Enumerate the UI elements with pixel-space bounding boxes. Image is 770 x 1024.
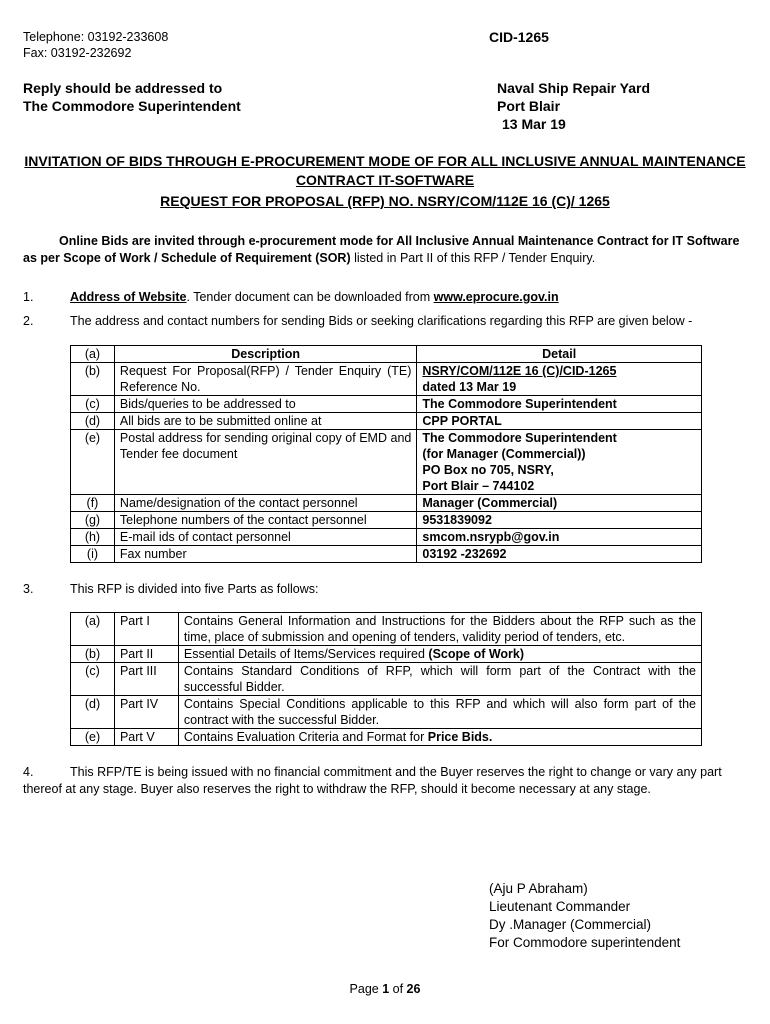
reply-line-1: Reply should be addressed to bbox=[23, 80, 223, 96]
contact-table-row bbox=[71, 495, 702, 512]
row-description: Bids/queries to be addressed to bbox=[114, 396, 416, 413]
parts-table-row bbox=[71, 696, 702, 729]
header-id: (a) bbox=[71, 346, 115, 363]
row-description: Postal address for sending original copy of EMD and Tender fee document bbox=[114, 430, 416, 495]
row-id: (c) bbox=[71, 396, 115, 413]
detail-line: NSRY/COM/112E 16 (C)/CID-1265 bbox=[422, 364, 617, 378]
page-prefix: Page bbox=[349, 982, 383, 996]
para-1 bbox=[70, 289, 750, 305]
header-description: Description bbox=[114, 346, 416, 363]
part-description bbox=[178, 613, 701, 646]
page-number: 1 bbox=[382, 982, 390, 996]
row-detail bbox=[417, 413, 702, 430]
telephone: Telephone: 03192-233608 bbox=[23, 30, 169, 44]
para-1-text: . Tender document can be downloaded from bbox=[186, 290, 434, 304]
row-id: (f) bbox=[71, 495, 115, 512]
part-description bbox=[178, 646, 701, 663]
part-name: Part I bbox=[114, 613, 178, 646]
detail-line: Manager (Commercial) bbox=[422, 496, 558, 510]
para-3-number: 3. bbox=[23, 582, 34, 596]
detail-line: The Commodore Superintendent bbox=[422, 397, 617, 411]
contact-table bbox=[70, 345, 702, 563]
fax: Fax: 03192-232692 bbox=[23, 46, 132, 60]
contact-table-row bbox=[71, 363, 702, 396]
part-description bbox=[178, 696, 701, 729]
contact-table-row bbox=[71, 512, 702, 529]
title-line-1: INVITATION OF BIDS THROUGH E-PROCUREMENT MODE OF FOR ALL INCLUSIVE ANNUAL MAINTENANCE bbox=[24, 153, 746, 169]
letter-date: 13 Mar 19 bbox=[502, 116, 566, 132]
part-id: (c) bbox=[71, 663, 115, 696]
parts-table-row bbox=[71, 613, 702, 646]
detail-line: The Commodore Superintendent bbox=[422, 431, 617, 445]
contact-table-row bbox=[71, 546, 702, 563]
row-detail bbox=[417, 430, 702, 495]
row-description: Fax number bbox=[114, 546, 416, 563]
detail-line: Port Blair – 744102 bbox=[422, 479, 535, 493]
part-id: (d) bbox=[71, 696, 115, 729]
row-id: (i) bbox=[71, 546, 115, 563]
part-id: (a) bbox=[71, 613, 115, 646]
title-line-2: CONTRACT IT-SOFTWARE bbox=[295, 172, 475, 188]
page-of: of bbox=[389, 982, 407, 996]
signatory-rank: Lieutenant Commander bbox=[489, 899, 631, 914]
part-id: (b) bbox=[71, 646, 115, 663]
eprocure-link[interactable]: www.eprocure.gov.in bbox=[433, 290, 559, 304]
row-description: Name/designation of the contact personnel bbox=[114, 495, 416, 512]
row-description: E-mail ids of contact personnel bbox=[114, 529, 416, 546]
signatory-designation: Dy .Manager (Commercial) bbox=[489, 917, 652, 932]
title-line-3: REQUEST FOR PROPOSAL (RFP) NO. NSRY/COM/112E 16 (C)/ 1265 bbox=[160, 193, 610, 209]
signatory-on-behalf: For Commodore superintendent bbox=[489, 935, 681, 950]
detail-line: 9531839092 bbox=[422, 513, 492, 527]
signatory-name: (Aju P Abraham) bbox=[489, 881, 588, 896]
parts-table bbox=[70, 612, 702, 746]
part-description bbox=[178, 663, 701, 696]
contact-table-row bbox=[71, 413, 702, 430]
para-1-number: 1. bbox=[23, 290, 34, 304]
row-detail bbox=[417, 396, 702, 413]
para-3-text: This RFP is divided into five Parts as follows: bbox=[70, 582, 319, 596]
part-name: Part III bbox=[114, 663, 178, 696]
detail-line: smcom.nsrypb@gov.in bbox=[422, 530, 560, 544]
part-bold-text: (Scope of Work) bbox=[428, 647, 525, 661]
para-2-number: 2. bbox=[23, 314, 34, 328]
part-id: (e) bbox=[71, 729, 115, 746]
intro-rest: listed in Part II of this RFP / Tender Enquiry. bbox=[350, 251, 596, 265]
para-4-text: This RFP/TE is being issued with no financial commitment and the Buyer reserves the right to change or vary any part thereof at any stage. Buyer also reserves the right to withdraw the RFP, should it become necessary at any stage. bbox=[23, 765, 722, 796]
parts-table-row bbox=[71, 646, 702, 663]
detail-line: (for Manager (Commercial)) bbox=[422, 447, 586, 461]
para-4-number: 4. bbox=[23, 765, 34, 779]
org-line-2: Port Blair bbox=[497, 98, 561, 114]
detail-line: 03192 -232692 bbox=[422, 547, 507, 561]
signature-block bbox=[489, 880, 680, 952]
page-footer bbox=[0, 981, 770, 997]
row-detail bbox=[417, 546, 702, 563]
cid-number: CID-1265 bbox=[489, 29, 549, 45]
website-label: Address of Website bbox=[70, 290, 187, 304]
para-4 bbox=[23, 764, 753, 798]
header-detail: Detail bbox=[417, 346, 702, 363]
row-detail bbox=[417, 363, 702, 396]
part-text: Contains Standard Conditions of RFP, which will form part of the Contract with the successful Bidder. bbox=[183, 664, 696, 694]
row-id: (g) bbox=[71, 512, 115, 529]
part-description bbox=[178, 729, 701, 746]
row-description: All bids are to be submitted online at bbox=[114, 413, 416, 430]
part-text: Essential Details of Items/Services required bbox=[183, 647, 429, 661]
row-id: (e) bbox=[71, 430, 115, 495]
detail-line: dated 13 Mar 19 bbox=[422, 380, 517, 394]
contact-table-row bbox=[71, 529, 702, 546]
part-bold-text: Price Bids. bbox=[427, 730, 493, 744]
reply-line-2: The Commodore Superintendent bbox=[23, 98, 241, 114]
row-description: Telephone numbers of the contact personnel bbox=[114, 512, 416, 529]
intro-bold: Online Bids are invited through e-procurement mode for All Inclusive Annual Maintenance Contract for IT Software as per Scope of Work / Schedule of Requirement (SOR) bbox=[23, 234, 740, 265]
detail-line: CPP PORTAL bbox=[422, 414, 502, 428]
row-id: (b) bbox=[71, 363, 115, 396]
parts-table-row bbox=[71, 663, 702, 696]
part-text: Contains Evaluation Criteria and Format for bbox=[183, 730, 428, 744]
contact-table-row bbox=[71, 430, 702, 495]
intro-paragraph bbox=[23, 233, 751, 267]
parts-table-row bbox=[71, 729, 702, 746]
part-name: Part V bbox=[114, 729, 178, 746]
row-detail bbox=[417, 512, 702, 529]
org-line-1: Naval Ship Repair Yard bbox=[497, 80, 651, 96]
page-total: 26 bbox=[406, 982, 421, 996]
part-name: Part IV bbox=[114, 696, 178, 729]
row-id: (d) bbox=[71, 413, 115, 430]
row-description: Request For Proposal(RFP) / Tender Enquiry (TE) Reference No. bbox=[114, 363, 416, 396]
row-detail bbox=[417, 529, 702, 546]
para-2-text: The address and contact numbers for sending Bids or seeking clarifications regarding this RFP are given below - bbox=[70, 314, 693, 328]
part-text: Contains Special Conditions applicable to this RFP and which will also form part of the contract with the successful Bidder. bbox=[183, 697, 696, 727]
row-id: (h) bbox=[71, 529, 115, 546]
row-detail bbox=[417, 495, 702, 512]
contact-table-row bbox=[71, 396, 702, 413]
detail-line: PO Box no 705, NSRY, bbox=[422, 463, 554, 477]
contact-table-header bbox=[71, 346, 702, 363]
part-name: Part II bbox=[114, 646, 178, 663]
part-text: Contains General Information and Instructions for the Bidders about the RFP such as the time, place of submission and opening of tenders, validity period of tenders, etc. bbox=[183, 614, 696, 644]
